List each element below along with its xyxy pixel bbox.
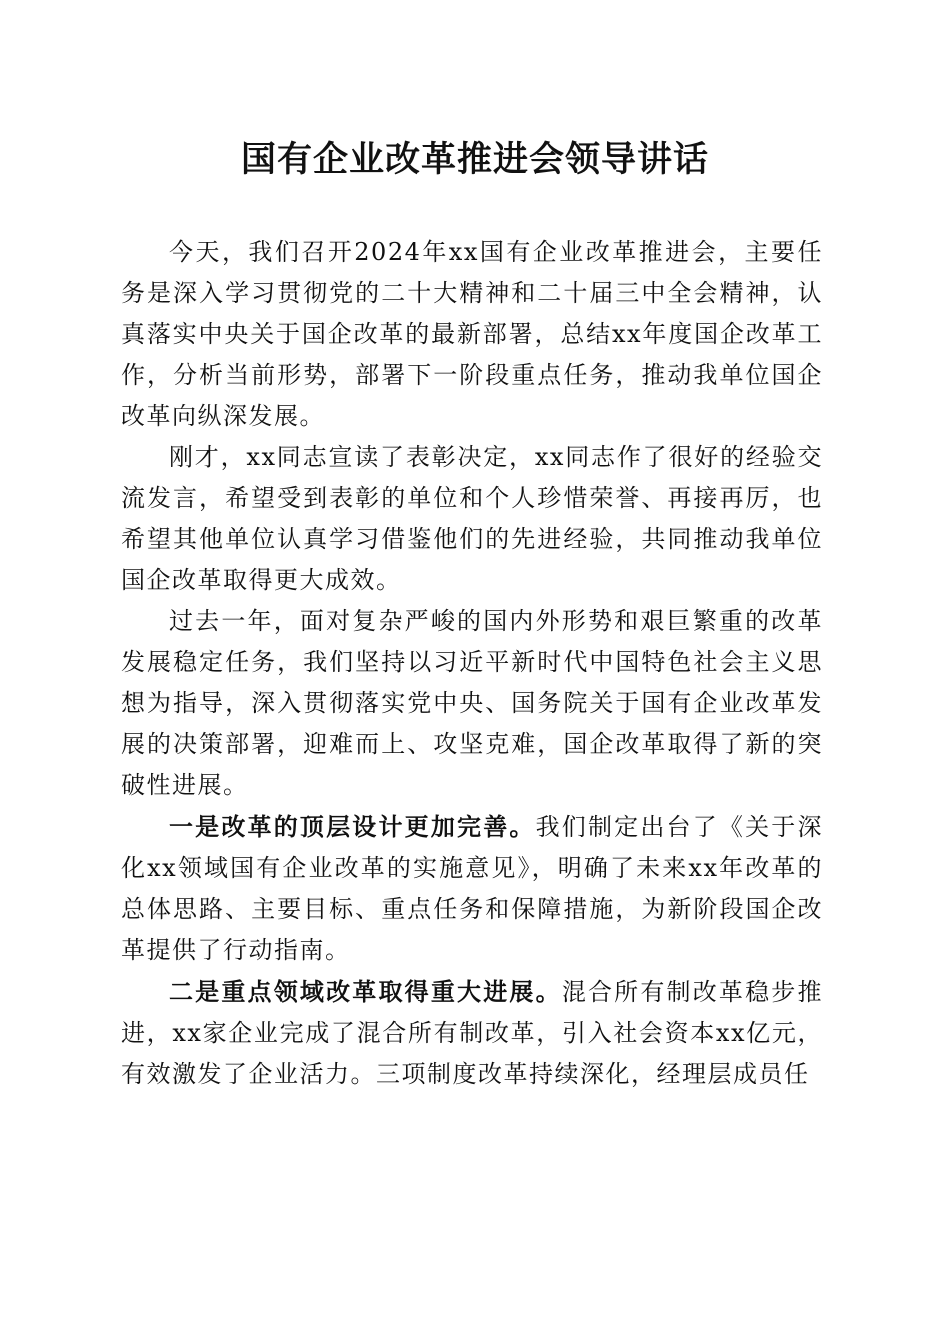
paragraph-text: 今天，我们召开2024年xx国有企业改革推进会，主要任务是深入学习贯彻党的二十大精神和二十届三中全会精神，认真落实中央关于国企改革的最新部署，总结xx年度国企改革工作，分析当前形势，部署下一阶段重点任务，推动我单位国企改革向纵深发展。 [121, 238, 823, 430]
paragraph-text: 我们制定出台了《关于深化xx领域国有企业改革的实施意见》，明确了未来xx年改革的总体思路、主要目标、重点任务和保障措施，为新阶段国企改革提供了行动指南。 [121, 813, 823, 964]
paragraph-text: 刚才，xx同志宣读了表彰决定，xx同志作了很好的经验交流发言，希望受到表彰的单位和个人珍惜荣誉、再接再厉，也希望其他单位认真学习借鉴他们的先进经验，共同推动我单位国企改革取得更大成效。 [121, 443, 823, 594]
paragraph-text: 混合所有制改革稳步推进，xx家企业完成了混合所有制改革，引入社会资本xx亿元，有效激发了企业活力。三项制度改革持续深化，经理层成员任 [121, 978, 823, 1088]
paragraph-lead: 一是改革的顶层设计更加完善。 [169, 812, 536, 841]
paragraph-commendation [121, 437, 823, 601]
paragraph-point-one [121, 806, 823, 971]
paragraph-lead: 二是重点领域改革取得重大进展。 [169, 977, 562, 1006]
document-body [121, 232, 823, 1095]
paragraph-opening [121, 232, 823, 437]
paragraph-text: 过去一年，面对复杂严峻的国内外形势和艰巨繁重的改革发展稳定任务，我们坚持以习近平新时代中国特色社会主义思想为指导，深入贯彻落实党中央、国务院关于国有企业改革发展的决策部署，迎难而上、攻坚克难，国企改革取得了新的突破性进展。 [121, 607, 823, 799]
paragraph-review [121, 601, 823, 806]
paragraph-point-two [121, 971, 823, 1095]
document-title: 国有企业改革推进会领导讲话 [240, 139, 709, 180]
